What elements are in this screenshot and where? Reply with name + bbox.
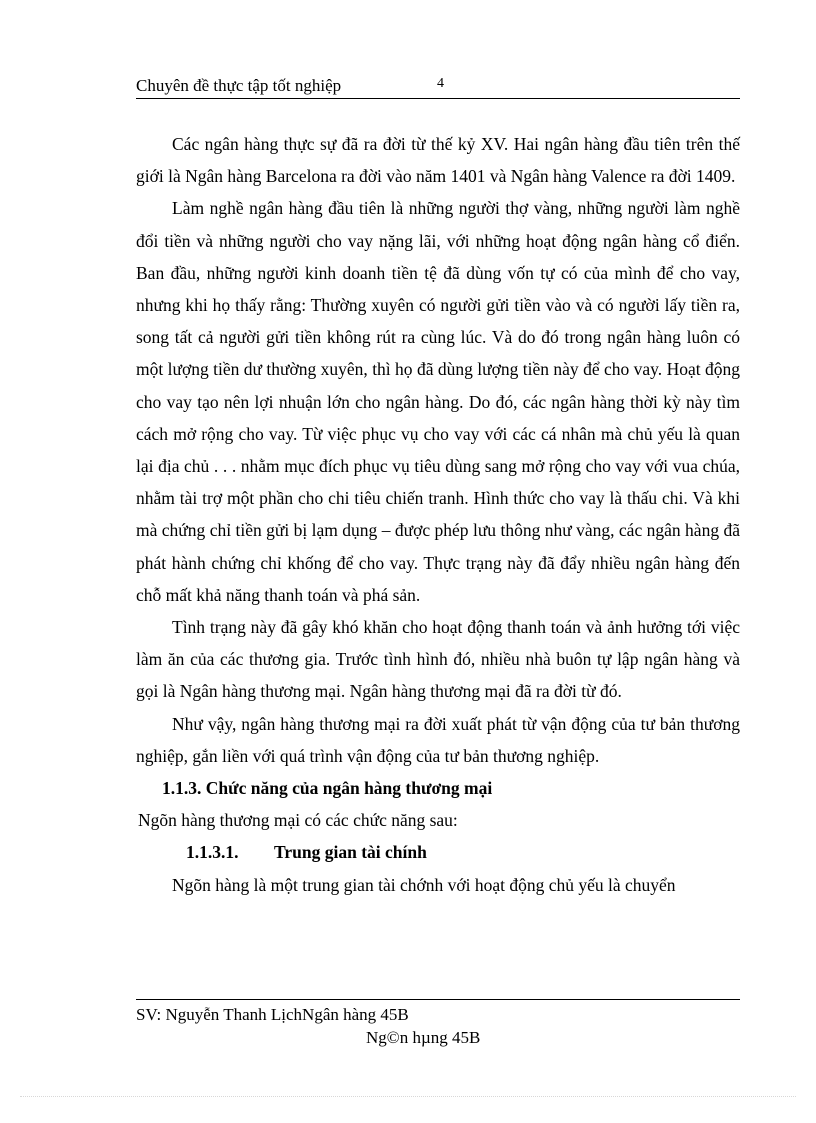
section-intro: Ngõn hàng thương mại có các chức năng sau: bbox=[138, 810, 458, 831]
document-body bbox=[136, 128, 740, 901]
subsection-title: Trung gian tài chính bbox=[274, 842, 427, 863]
paragraph-goldsmiths: Làm nghề ngân hàng đầu tiên là những người thợ vàng, những người làm nghề đổi tiền và những người cho vay nặng lãi, với những hoạt động ngân hàng cổ điển. Ban đầu, những người kinh doanh tiền tệ đã dùng vốn tự có của mình để cho vay, nhưng khi họ thấy rằng: Thường xuyên có người gửi tiền vào và có người lấy tiền ra, song tất cả người gửi tiền không rút ra cùng lúc. Và do đó trong ngân hàng luôn có một lượng tiền dư thường xuyên, thì họ đã dùng lượng tiền này để cho vay. Hoạt động cho vay tạo nên lợi nhuận lớn cho ngân hàng. Do đó, các ngân hàng thời kỳ này tìm cách mở rộng cho vay. Từ việc phục vụ cho vay với các cá nhân mà chủ yếu là quan lại địa chủ . . . nhằm mục đích phục vụ tiêu dùng sang mở rộng cho vay với vua chúa, nhằm tài trợ một phần cho chi tiêu chiến tranh. Hình thức cho vay là thấu chi. Và khi mà chứng chỉ tiền gửi bị lạm dụng – được phép lưu thông như vàng, các ngân hàng đã phát hành chứng chỉ khống để cho vay. Thực trạng này đã đẩy nhiều ngân hàng đến chỗ mất khả năng thanh toán và phá sản. bbox=[136, 198, 740, 605]
page-footer bbox=[136, 999, 740, 1047]
paragraph-conclusion: Như vậy, ngân hàng thương mại ra đời xuất phát từ vận động của tư bản thương nghiệp, gắn liền với quá trình vận động của tư bản thương nghiệp. bbox=[136, 713, 740, 766]
subsection-number: 1.1.3.1. bbox=[186, 842, 239, 863]
page-header bbox=[136, 74, 740, 99]
paragraph-intermediary: Ngõn hàng là một trung gian tài chớnh với hoạt động chủ yếu là chuyển bbox=[172, 874, 676, 895]
footer-student-line: SV: Nguyễn Thanh LịchNgân hàng 45B bbox=[136, 1005, 409, 1024]
paragraph-merchants: Tình trạng này đã gây khó khăn cho hoạt động thanh toán và ảnh hưởng tới việc làm ăn của các thương gia. Trước tình hình đó, nhiều nhà buôn tự lập ngân hàng và gọi là Ngân hàng thương mại. Ngân hàng thương mại đã ra đời từ đó. bbox=[136, 617, 740, 702]
paragraph-origin-banks: Các ngân hàng thực sự đã ra đời từ thế kỷ XV. Hai ngân hàng đầu tiên trên thế giới là Ngân hàng Barcelona ra đời vào năm 1401 và Ngân hàng Valence ra đời 1409. bbox=[136, 134, 740, 187]
subsection-heading-1-1-3-1 bbox=[136, 836, 740, 868]
header-title: Chuyên đề thực tập tốt nghiệp bbox=[136, 76, 342, 95]
page-number: 4 bbox=[437, 76, 444, 91]
section-heading-1-1-3: 1.1.3. Chức năng của ngân hàng thương mại bbox=[162, 778, 493, 799]
footer-class-line: Ng©n hµng 45B bbox=[366, 1028, 481, 1047]
page-break-divider bbox=[20, 1096, 796, 1097]
